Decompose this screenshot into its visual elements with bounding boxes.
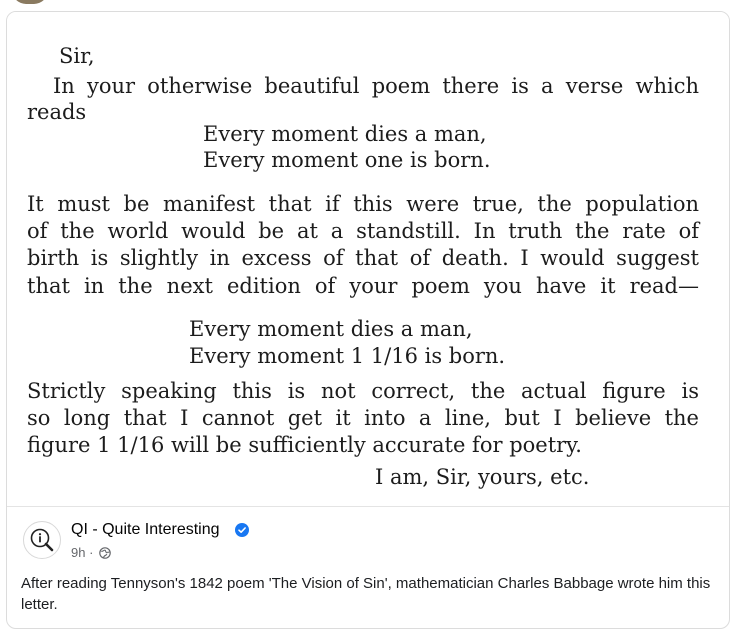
- meta-separator: ·: [89, 545, 94, 560]
- letter-line: In your otherwise beautiful poem there is a verse which: [53, 74, 699, 98]
- letter-line: of the world would be at a standstill. In truth the rate of: [27, 219, 699, 243]
- letter-line: that in the next edition of your poem you have it read—: [27, 274, 699, 298]
- letter-line: figure 1 1/16 will be sufficiently accurate for poetry.: [27, 433, 582, 457]
- letter-line: Strictly speaking this is not correct, the actual figure is: [27, 379, 699, 403]
- letter-image[interactable]: [7, 12, 729, 506]
- letter-signoff: I am, Sir, yours, etc.: [375, 465, 590, 489]
- verified-badge-icon: [235, 523, 249, 537]
- previous-post-avatar: [12, 0, 48, 4]
- post-meta: [71, 545, 111, 560]
- letter-line: so long that I cannot get it into a line, but I believe the: [27, 406, 699, 430]
- verse-line: Every moment 1 1/16 is born.: [189, 344, 506, 368]
- letter-line: reads: [27, 100, 87, 124]
- post-timestamp[interactable]: 9h: [71, 545, 86, 560]
- letter-line: It must be manifest that if this were true, the population: [27, 192, 699, 216]
- page-name-link[interactable]: QI - Quite Interesting: [71, 521, 220, 538]
- letter-line: birth is slightly in excess of that of death. I would suggest: [27, 246, 699, 270]
- post-caption: After reading Tennyson's 1842 poem 'The Vision of Sin', mathematician Charles Babbage wrote him this letter.: [21, 575, 711, 613]
- letter-salutation: Sir,: [59, 44, 95, 68]
- verse-line: Every moment one is born.: [203, 148, 491, 172]
- verse-line: Every moment dies a man,: [189, 317, 473, 341]
- magnifier-i-logo-icon: [24, 522, 60, 558]
- globe-icon[interactable]: [99, 547, 111, 559]
- post-details: [7, 507, 729, 628]
- verse-line: Every moment dies a man,: [203, 122, 487, 146]
- page-avatar[interactable]: [23, 521, 61, 559]
- post-card: [6, 11, 730, 629]
